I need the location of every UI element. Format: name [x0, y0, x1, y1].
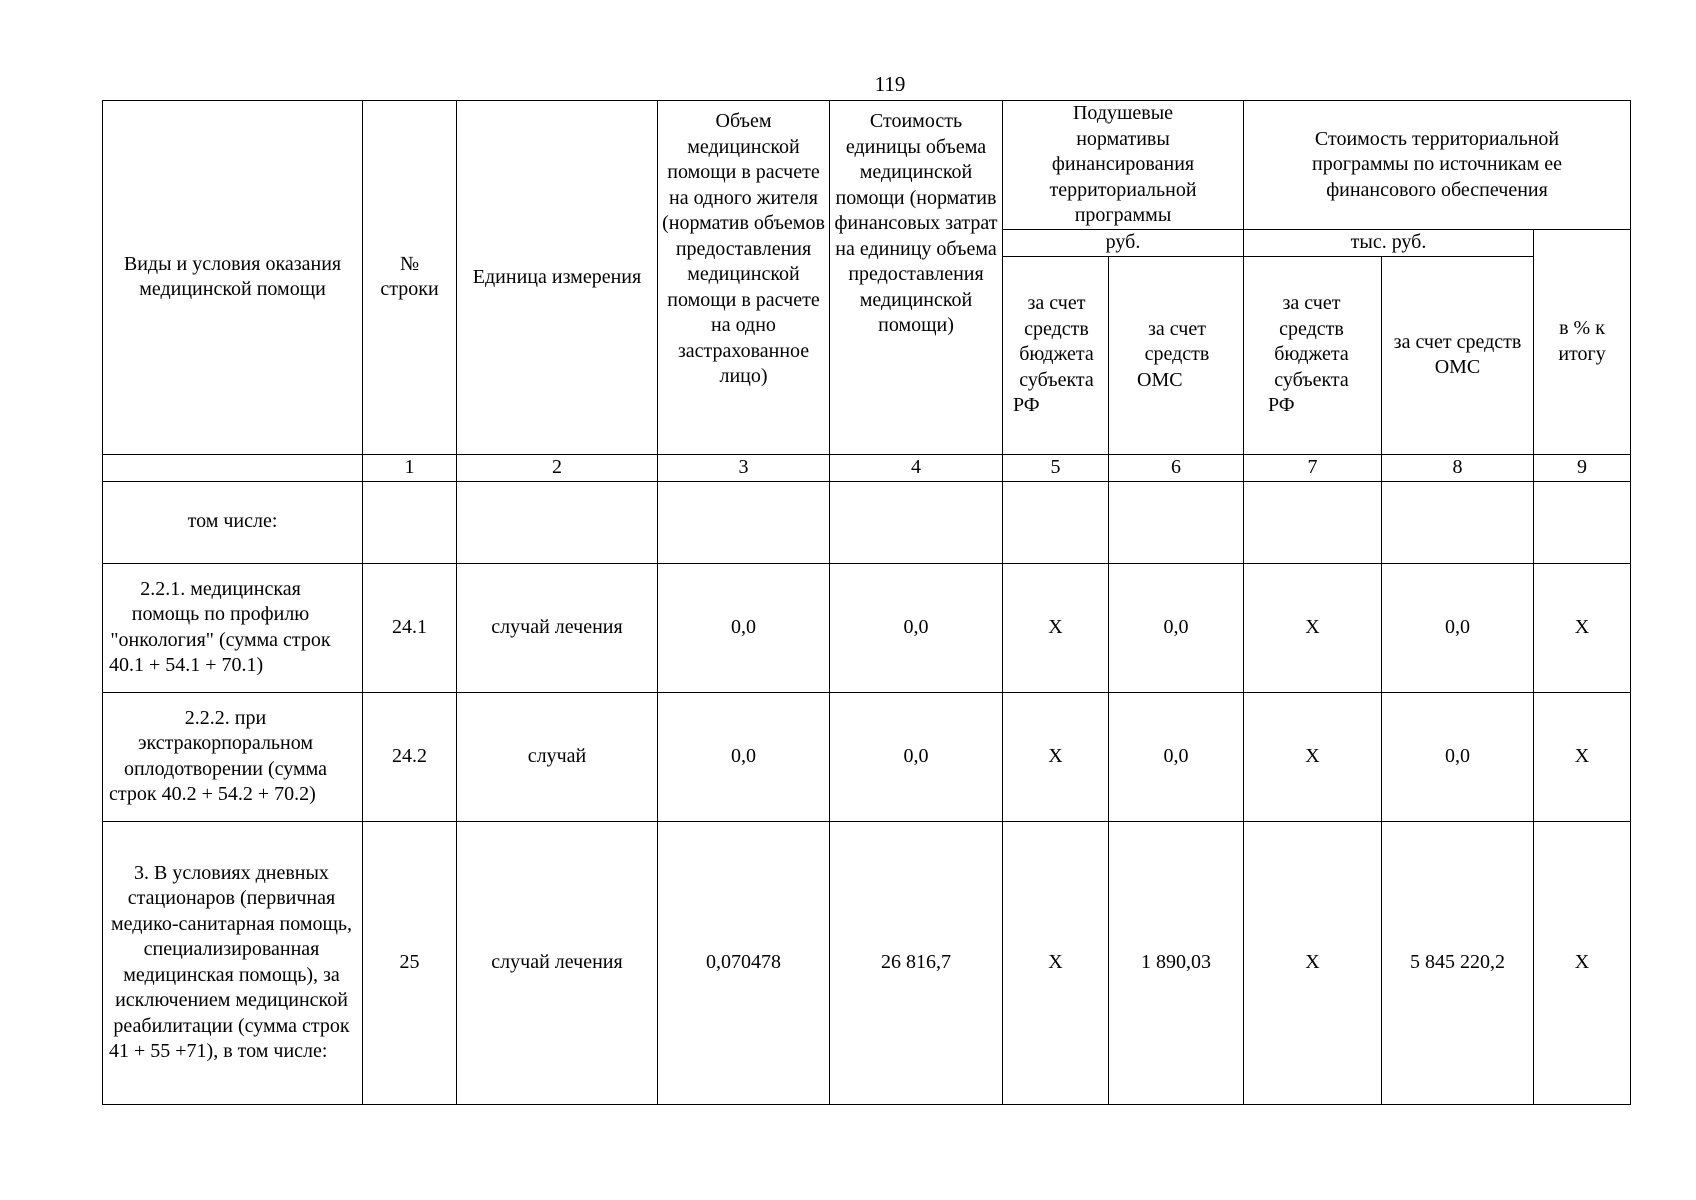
row-percent: Х	[1534, 692, 1631, 821]
column-number: 1	[363, 454, 457, 481]
header-unit: Единица измерения	[457, 101, 658, 455]
row-cost: 0,0	[830, 692, 1003, 821]
row-oms-per-capita	[1109, 481, 1244, 563]
row-budget-total: Х	[1244, 563, 1382, 692]
header-volume: Объем медицинской помощи в расчете на одного жителя (норматив объемов предоставления медицинской помощи в расчете на одно застрахованное лицо)	[658, 101, 830, 455]
row-oms-per-capita: 0,0	[1109, 692, 1244, 821]
row-budget-total: Х	[1244, 821, 1382, 1104]
territorial-program-table	[102, 100, 1631, 1105]
row-oms-total: 0,0	[1382, 692, 1534, 821]
row-oms-per-capita: 0,0	[1109, 563, 1244, 692]
header-row-number: № строки	[363, 101, 457, 455]
row-volume	[658, 481, 830, 563]
header-budget-per-capita: за счет средств бюджета субъекта РФ	[1003, 256, 1109, 454]
column-number: 3	[658, 454, 830, 481]
row-budget-per-capita: Х	[1003, 563, 1109, 692]
column-number: 8	[1382, 454, 1534, 481]
column-number: 2	[457, 454, 658, 481]
header-unit-cost: Стоимость единицы объема медицинской помощи (норматив финансовых затрат на единицу объема предоставления медицинской помощи)	[830, 101, 1003, 455]
table-row	[103, 692, 1631, 821]
row-cost: 26 816,7	[830, 821, 1003, 1104]
row-percent	[1534, 481, 1631, 563]
header-unit-rub: руб.	[1003, 229, 1244, 256]
header-oms-per-capita: за счет средств ОМС	[1109, 256, 1244, 454]
row-name: 2.2.1. медицинская помощь по профилю "онкология" (сумма строк 40.1 + 54.1 + 70.1)	[103, 563, 363, 692]
header-type-of-care: Виды и условия оказания медицинской помощи	[103, 101, 363, 455]
header-budget-total: за счет средств бюджета субъекта РФ	[1244, 256, 1382, 454]
row-budget-per-capita	[1003, 481, 1109, 563]
row-unit: случай лечения	[457, 821, 658, 1104]
row-budget-total	[1244, 481, 1382, 563]
row-cost: 0,0	[830, 563, 1003, 692]
row-oms-total	[1382, 481, 1534, 563]
row-number: 24.1	[363, 563, 457, 692]
header-percent-of-total: в % к итогу	[1534, 229, 1631, 454]
row-unit: случай лечения	[457, 563, 658, 692]
row-number: 25	[363, 821, 457, 1104]
row-volume: 0,0	[658, 692, 830, 821]
row-name: том числе:	[103, 481, 363, 563]
row-unit	[457, 481, 658, 563]
row-name: 3. В условиях дневных стационаров (первичная медико-санитарная помощь, специализированная медицинская помощь), за исключением медицинской реабилитации (сумма строк 41 + 55 +71), в том числе:	[103, 821, 363, 1104]
header-per-capita-group: Подушевые нормативы финансирования территориальной программы	[1003, 101, 1244, 230]
row-volume: 0,070478	[658, 821, 830, 1104]
row-budget-per-capita: Х	[1003, 821, 1109, 1104]
page-number: 119	[874, 72, 906, 96]
row-cost	[830, 481, 1003, 563]
row-name: 2.2.2. при экстракорпоральном оплодотворении (сумма строк 40.2 + 54.2 + 70.2)	[103, 692, 363, 821]
column-number: 6	[1109, 454, 1244, 481]
column-number-row	[103, 454, 1631, 481]
row-budget-total: Х	[1244, 692, 1382, 821]
column-number: 7	[1244, 454, 1382, 481]
table-row	[103, 481, 1631, 563]
column-number	[103, 454, 363, 481]
column-number: 9	[1534, 454, 1631, 481]
row-oms-total: 5 845 220,2	[1382, 821, 1534, 1104]
row-percent: Х	[1534, 563, 1631, 692]
row-number	[363, 481, 457, 563]
row-oms-per-capita: 1 890,03	[1109, 821, 1244, 1104]
row-percent: Х	[1534, 821, 1631, 1104]
header-unit-thousand-rub: тыс. руб.	[1244, 229, 1534, 256]
table-row	[103, 563, 1631, 692]
table-row	[103, 821, 1631, 1104]
header-program-cost-group: Стоимость территориальной программы по источникам ее финансового обеспечения	[1244, 101, 1631, 230]
header-oms-total: за счет средств ОМС	[1382, 256, 1534, 454]
row-number: 24.2	[363, 692, 457, 821]
row-volume: 0,0	[658, 563, 830, 692]
row-budget-per-capita: Х	[1003, 692, 1109, 821]
column-number: 5	[1003, 454, 1109, 481]
row-oms-total: 0,0	[1382, 563, 1534, 692]
column-number: 4	[830, 454, 1003, 481]
row-unit: случай	[457, 692, 658, 821]
